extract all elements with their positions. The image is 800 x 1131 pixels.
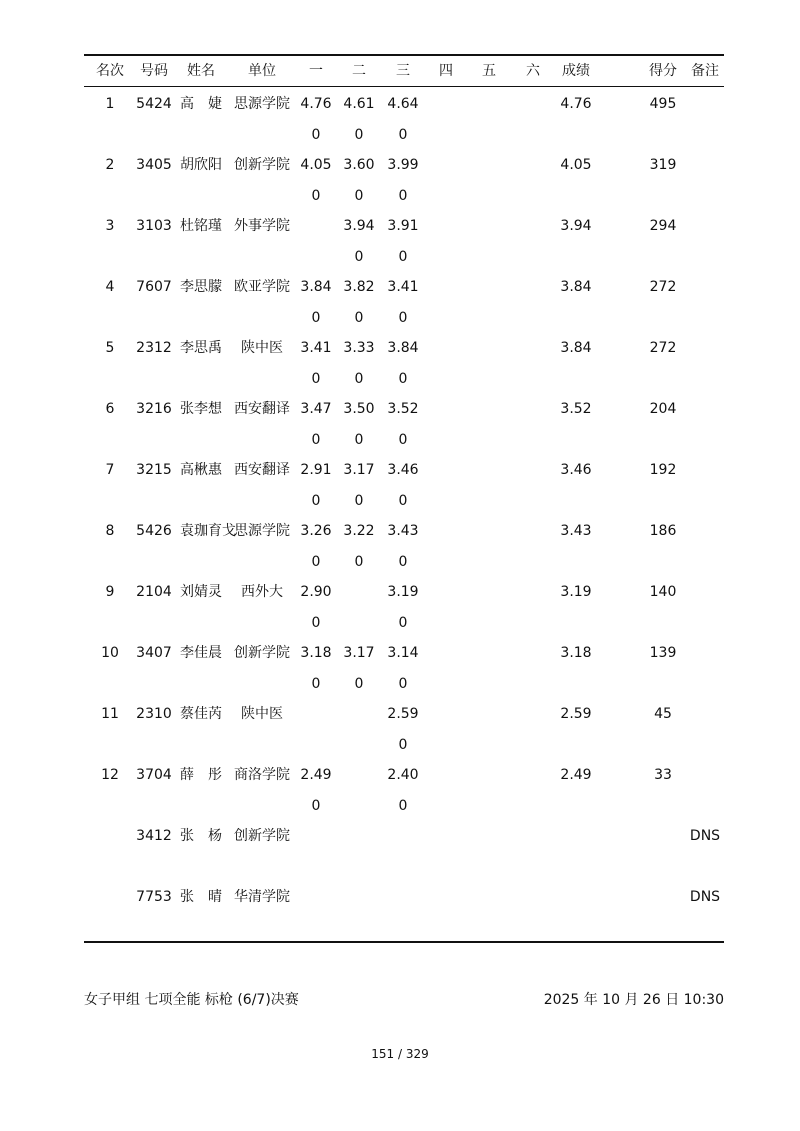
unit-cell: 思源学院 xyxy=(234,96,290,112)
header-points: 得分 xyxy=(649,63,677,79)
athlete-name-cell: 薛 彤 xyxy=(180,767,222,783)
rank-cell: 4 xyxy=(105,279,115,295)
athlete-name-cell: 高 婕 xyxy=(180,96,222,112)
bib-cell: 5426 xyxy=(136,523,172,539)
header-bib: 号码 xyxy=(140,63,168,79)
attempt-3-cell: 3.43 xyxy=(387,523,419,539)
attempt-3-sub-cell: 0 xyxy=(398,310,408,326)
bib-cell: 2104 xyxy=(136,584,172,600)
attempt-1-sub-cell: 0 xyxy=(311,432,321,448)
attempt-1-sub-cell: 0 xyxy=(311,676,321,692)
rank-cell: 7 xyxy=(105,462,115,478)
athlete-name-cell: 张 杨 xyxy=(180,828,222,844)
attempt-2-cell: 3.60 xyxy=(343,157,375,173)
attempt-3-cell: 3.99 xyxy=(387,157,419,173)
unit-cell: 外事学院 xyxy=(234,218,290,234)
attempt-3-sub-cell: 0 xyxy=(398,554,408,570)
attempt-2-sub-cell: 0 xyxy=(354,310,364,326)
attempt-2-cell: 3.22 xyxy=(343,523,375,539)
result-cell: 4.05 xyxy=(560,157,592,173)
unit-cell: 创新学院 xyxy=(234,157,290,173)
unit-cell: 创新学院 xyxy=(234,645,290,661)
attempt-1-sub-cell: 0 xyxy=(311,798,321,814)
attempt-1-sub-cell: 0 xyxy=(311,127,321,143)
attempt-2-sub-cell: 0 xyxy=(354,432,364,448)
attempt-2-sub-cell: 0 xyxy=(354,188,364,204)
attempt-2-sub-cell: 0 xyxy=(354,371,364,387)
attempt-1-cell: 3.26 xyxy=(300,523,332,539)
athlete-name-cell: 张 晴 xyxy=(180,889,222,905)
points-cell: 204 xyxy=(649,401,677,417)
bib-cell: 7607 xyxy=(136,279,172,295)
attempt-3-cell: 2.40 xyxy=(387,767,419,783)
page-number: 151 / 329 xyxy=(371,1047,429,1061)
attempt-2-cell: 3.17 xyxy=(343,645,375,661)
header-unit: 单位 xyxy=(248,63,276,79)
attempt-3-cell: 2.59 xyxy=(387,706,419,722)
attempt-3-sub-cell: 0 xyxy=(398,188,408,204)
attempt-2-sub-cell: 0 xyxy=(354,554,364,570)
header-note: 备注 xyxy=(691,63,719,79)
attempt-3-cell: 3.52 xyxy=(387,401,419,417)
attempt-2-cell: 4.61 xyxy=(343,96,375,112)
header-name: 姓名 xyxy=(187,63,215,79)
unit-cell: 思源学院 xyxy=(234,523,290,539)
attempt-1-cell: 3.47 xyxy=(300,401,332,417)
points-cell: 272 xyxy=(649,340,677,356)
points-cell: 139 xyxy=(649,645,677,661)
header-attempt-2: 二 xyxy=(352,63,366,79)
rank-cell: 1 xyxy=(105,96,115,112)
points-cell: 33 xyxy=(654,767,672,783)
attempt-1-sub-cell: 0 xyxy=(311,188,321,204)
result-cell: 2.49 xyxy=(560,767,592,783)
bib-cell: 3405 xyxy=(136,157,172,173)
attempt-2-cell: 3.33 xyxy=(343,340,375,356)
attempt-1-cell: 2.49 xyxy=(300,767,332,783)
bib-cell: 2312 xyxy=(136,340,172,356)
athlete-name-cell: 刘婧灵 xyxy=(180,584,222,600)
result-cell: 3.18 xyxy=(560,645,592,661)
unit-cell: 西安翻译 xyxy=(234,462,290,478)
bib-cell: 5424 xyxy=(136,96,172,112)
attempt-3-sub-cell: 0 xyxy=(398,798,408,814)
attempt-2-sub-cell: 0 xyxy=(354,676,364,692)
unit-cell: 创新学院 xyxy=(234,828,290,844)
attempt-3-cell: 3.41 xyxy=(387,279,419,295)
unit-cell: 西外大 xyxy=(241,584,283,600)
footer-event-title: 女子甲组 七项全能 标枪 (6/7)决赛 xyxy=(84,992,299,1008)
unit-cell: 西安翻译 xyxy=(234,401,290,417)
footer-datetime: 2025 年 10 月 26 日 10:30 xyxy=(543,992,724,1008)
bib-cell: 3704 xyxy=(136,767,172,783)
table-bottom-rule xyxy=(84,941,724,943)
rank-cell: 6 xyxy=(105,401,115,417)
rank-cell: 3 xyxy=(105,218,115,234)
header-result: 成绩 xyxy=(562,63,590,79)
header-attempt-3: 三 xyxy=(396,63,410,79)
attempt-1-sub-cell: 0 xyxy=(311,493,321,509)
result-cell: 3.84 xyxy=(560,279,592,295)
attempt-3-cell: 3.46 xyxy=(387,462,419,478)
bib-cell: 7753 xyxy=(136,889,172,905)
athlete-name-cell: 李思禹 xyxy=(180,340,222,356)
result-cell: 4.76 xyxy=(560,96,592,112)
points-cell: 495 xyxy=(649,96,677,112)
attempt-3-sub-cell: 0 xyxy=(398,127,408,143)
attempt-2-cell: 3.50 xyxy=(343,401,375,417)
points-cell: 192 xyxy=(649,462,677,478)
unit-cell: 陕中医 xyxy=(241,340,283,356)
header-attempt-4: 四 xyxy=(439,63,453,79)
attempt-2-sub-cell: 0 xyxy=(354,493,364,509)
athlete-name-cell: 袁珈育戈 xyxy=(180,523,236,539)
unit-cell: 商洛学院 xyxy=(234,767,290,783)
attempt-3-sub-cell: 0 xyxy=(398,371,408,387)
rank-cell: 8 xyxy=(105,523,115,539)
points-cell: 45 xyxy=(654,706,672,722)
note-cell: DNS xyxy=(689,889,721,905)
athlete-name-cell: 高楸惠 xyxy=(180,462,222,478)
athlete-name-cell: 胡欣阳 xyxy=(180,157,222,173)
attempt-3-sub-cell: 0 xyxy=(398,432,408,448)
athlete-name-cell: 李思朦 xyxy=(180,279,222,295)
rank-cell: 9 xyxy=(105,584,115,600)
points-cell: 294 xyxy=(649,218,677,234)
table-top-rule xyxy=(84,54,724,56)
rank-cell: 5 xyxy=(105,340,115,356)
attempt-2-cell: 3.17 xyxy=(343,462,375,478)
attempt-1-sub-cell: 0 xyxy=(311,615,321,631)
attempt-3-cell: 4.64 xyxy=(387,96,419,112)
athlete-name-cell: 李佳晨 xyxy=(180,645,222,661)
header-attempt-1: 一 xyxy=(309,63,323,79)
header-rank: 名次 xyxy=(96,63,124,79)
rank-cell: 11 xyxy=(101,706,119,722)
bib-cell: 3407 xyxy=(136,645,172,661)
attempt-3-sub-cell: 0 xyxy=(398,615,408,631)
attempt-3-sub-cell: 0 xyxy=(398,493,408,509)
attempt-3-cell: 3.91 xyxy=(387,218,419,234)
unit-cell: 华清学院 xyxy=(234,889,290,905)
rank-cell: 10 xyxy=(101,645,119,661)
attempt-3-sub-cell: 0 xyxy=(398,737,408,753)
attempt-1-cell: 4.76 xyxy=(300,96,332,112)
header-attempt-5: 五 xyxy=(482,63,496,79)
points-cell: 272 xyxy=(649,279,677,295)
bib-cell: 3216 xyxy=(136,401,172,417)
result-cell: 3.19 xyxy=(560,584,592,600)
points-cell: 319 xyxy=(649,157,677,173)
result-cell: 3.52 xyxy=(560,401,592,417)
attempt-1-cell: 2.91 xyxy=(300,462,332,478)
points-cell: 186 xyxy=(649,523,677,539)
attempt-1-cell: 3.84 xyxy=(300,279,332,295)
rank-cell: 2 xyxy=(105,157,115,173)
result-cell: 3.46 xyxy=(560,462,592,478)
attempt-1-cell: 3.41 xyxy=(300,340,332,356)
bib-cell: 3103 xyxy=(136,218,172,234)
attempt-3-sub-cell: 0 xyxy=(398,249,408,265)
bib-cell: 3412 xyxy=(136,828,172,844)
attempt-1-sub-cell: 0 xyxy=(311,371,321,387)
points-cell: 140 xyxy=(649,584,677,600)
attempt-3-cell: 3.84 xyxy=(387,340,419,356)
result-cell: 2.59 xyxy=(560,706,592,722)
attempt-1-sub-cell: 0 xyxy=(311,554,321,570)
attempt-2-cell: 3.82 xyxy=(343,279,375,295)
attempt-2-sub-cell: 0 xyxy=(354,249,364,265)
attempt-3-sub-cell: 0 xyxy=(398,676,408,692)
unit-cell: 陕中医 xyxy=(241,706,283,722)
rank-cell: 12 xyxy=(101,767,119,783)
athlete-name-cell: 蔡佳芮 xyxy=(180,706,222,722)
note-cell: DNS xyxy=(689,828,721,844)
attempt-3-cell: 3.14 xyxy=(387,645,419,661)
athlete-name-cell: 张李想 xyxy=(180,401,222,417)
result-cell: 3.43 xyxy=(560,523,592,539)
bib-cell: 2310 xyxy=(136,706,172,722)
result-cell: 3.84 xyxy=(560,340,592,356)
attempt-1-cell: 4.05 xyxy=(300,157,332,173)
bib-cell: 3215 xyxy=(136,462,172,478)
attempt-1-cell: 3.18 xyxy=(300,645,332,661)
attempt-1-sub-cell: 0 xyxy=(311,310,321,326)
athlete-name-cell: 杜铭瑾 xyxy=(180,218,222,234)
attempt-2-sub-cell: 0 xyxy=(354,127,364,143)
result-cell: 3.94 xyxy=(560,218,592,234)
attempt-3-cell: 3.19 xyxy=(387,584,419,600)
header-attempt-6: 六 xyxy=(526,63,540,79)
attempt-1-cell: 2.90 xyxy=(300,584,332,600)
table-header-rule xyxy=(84,86,724,87)
attempt-2-cell: 3.94 xyxy=(343,218,375,234)
unit-cell: 欧亚学院 xyxy=(234,279,290,295)
